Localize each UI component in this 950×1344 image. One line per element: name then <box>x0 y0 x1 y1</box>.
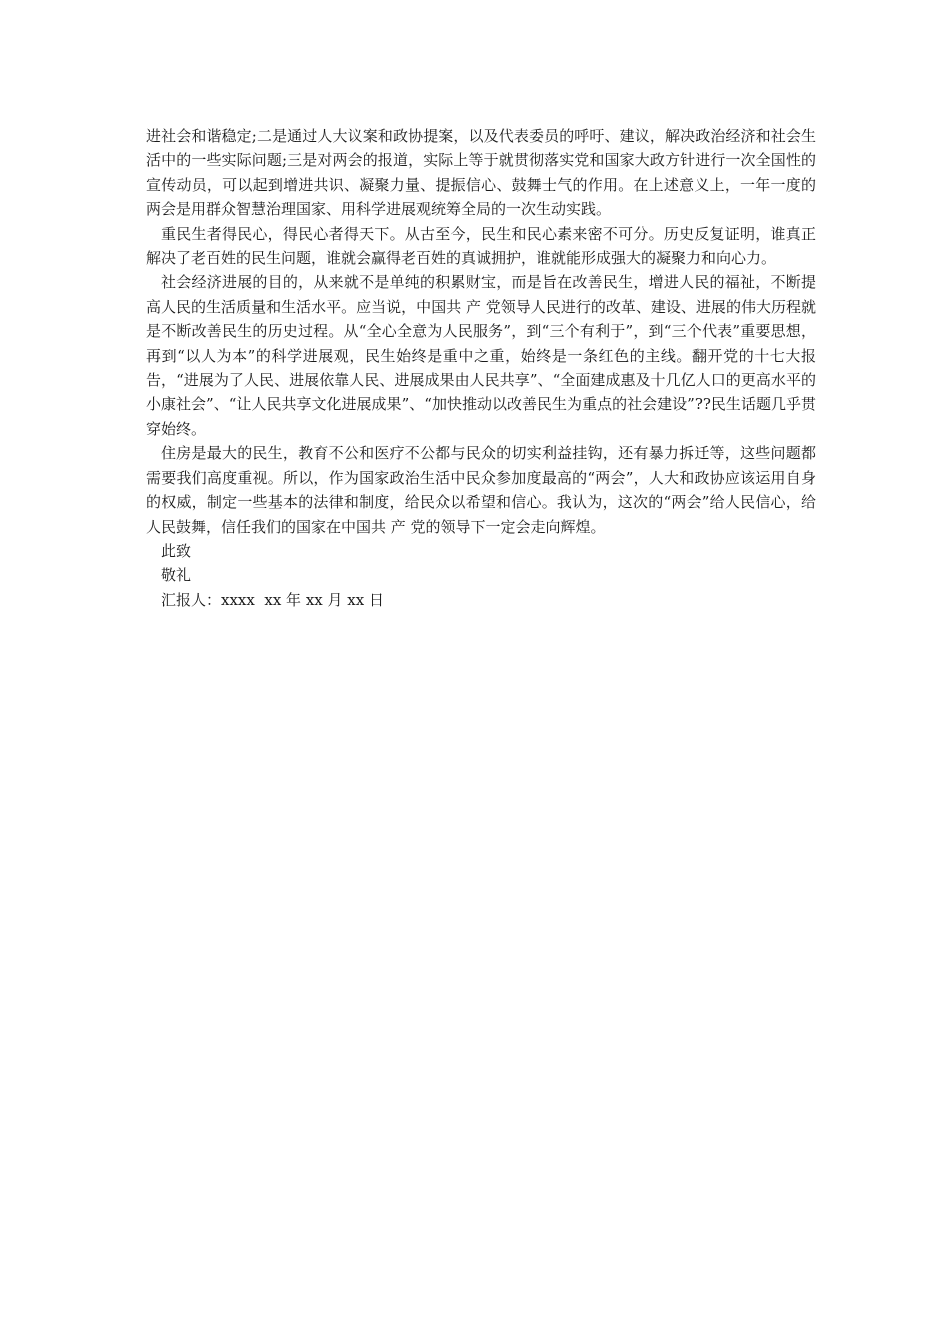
closing-salutation: 此致 <box>161 541 192 560</box>
paragraph-development: 社会经济进展的目的，从来就不是单纯的积累财宝，而是旨在改善民生，增进人民的福祉，不断提高人民的生活质量和生活水平。应当说，中国共 产 党领导人民进行的改革、建设、进展的伟大历程就是不断改善民生的历史过程。从“全心全意为人民服务”，到“三个有利于”，到“三个代表”重要思想，再到“以人为本”的科学进展观，民生始终是重中之重，始终是一条红色的主线。翻开党的十七大报告，“进展为了人民、进展依靠人民、进展成果由人民共享”、“全面建成惠及十几亿人口的更高水平的小康社会”、“让人民共享文化进展成果”、“加快推动以改善民生为重点的社会建设”??民生话题几乎贯穿始终。 <box>146 273 816 438</box>
paragraph-livelihood: 重民生者得民心，得民心者得天下。从古至今，民生和民心素来密不可分。历史反复证明，谁真正解决了老百姓的民生问题，谁就会赢得老百姓的真诚拥护，谁就能形成强大的凝聚力和向心力。 <box>146 224 816 268</box>
closing-regards: 敬礼 <box>161 566 192 585</box>
document-body <box>146 124 816 612</box>
paragraph-continuation: 进社会和谐稳定;二是通过人大议案和政协提案，以及代表委员的呼吁、建议，解决政治经济和社会生活中的一些实际问题;三是对两会的报道，实际上等于就贯彻落实党和国家大政方针进行一次全国性的宣传动员，可以起到增进共识、凝聚力量、提振信心、鼓舞士气的作用。在上述意义上，一年一度的两会是用群众智慧治理国家、用科学进展观统筹全局的一次生动实践。 <box>146 127 816 219</box>
signature-line: 汇报人：xxxx xx 年 xx 月 xx 日 <box>161 590 384 609</box>
paragraph-housing: 住房是最大的民生，教育不公和医疗不公都与民众的切实利益挂钩，还有暴力拆迁等，这些问题都需要我们高度重视。所以，作为国家政治生活中民众参加度最高的“两会”，人大和政协应该运用自身的权威，制定一些基本的法律和制度，给民众以希望和信心。我认为，这次的“两会”给人民信心，给人民鼓舞，信任我们的国家在中国共 产 党的领导下一定会走向辉煌。 <box>146 444 816 536</box>
